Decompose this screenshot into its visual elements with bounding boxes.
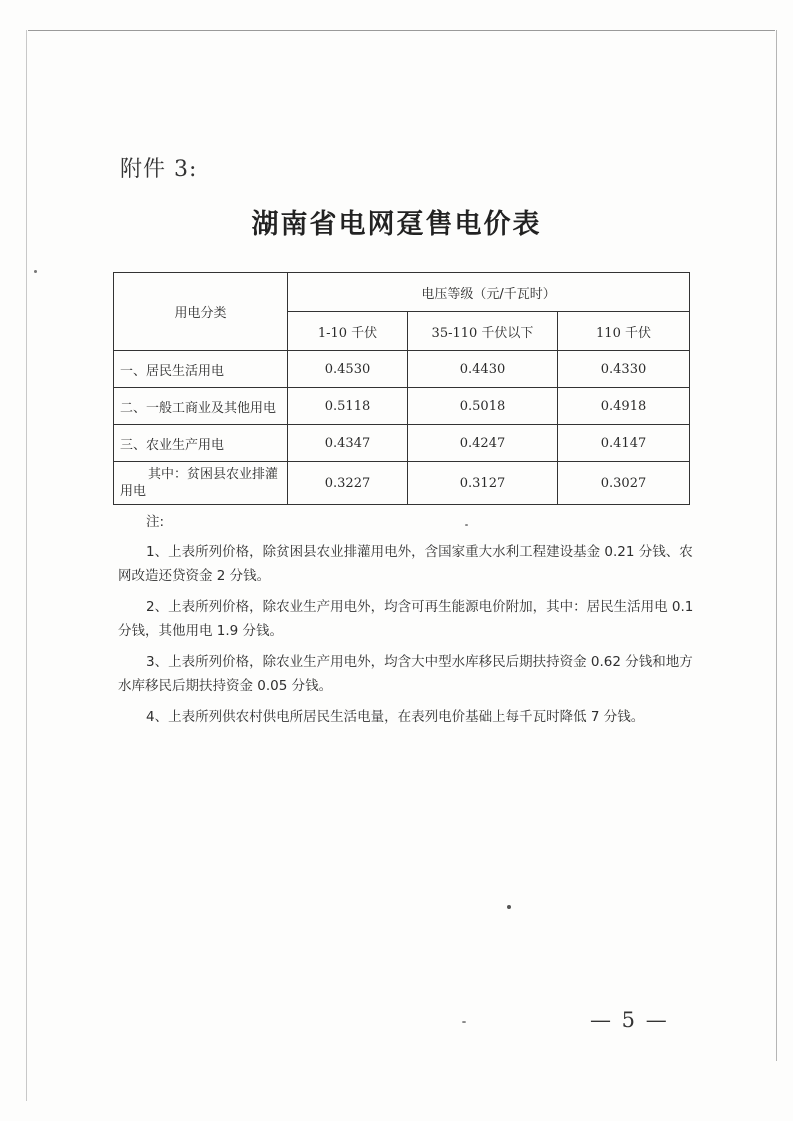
table-row bbox=[114, 462, 690, 505]
price-cell: 0.4430 bbox=[408, 351, 558, 388]
note-item: 3、上表所列价格，除农业生产用电外，均含大中型水库移民后期扶持资金 0.62 分钱和地方水库移民后期扶持资金 0.05 分钱。 bbox=[118, 654, 693, 694]
row-category: 一、居民生活用电 bbox=[114, 351, 288, 388]
note-item: 1、上表所列价格，除贫困县农业排灌用电外，含国家重大水利工程建设基金 0.21 分钱、农网改造还贷资金 2 分钱。 bbox=[118, 544, 693, 584]
price-cell: 0.4918 bbox=[558, 388, 690, 425]
row-category: 二、一般工商业及其他用电 bbox=[114, 388, 288, 425]
price-cell: 0.3127 bbox=[408, 462, 558, 505]
table-row bbox=[114, 388, 690, 425]
row-category bbox=[114, 462, 288, 505]
row-category: 三、农业生产用电 bbox=[114, 425, 288, 462]
price-cell: 0.3027 bbox=[558, 462, 690, 505]
note-item: 4、上表所列供农村供电所居民生活电量，在表列电价基础上每千瓦时降低 7 分钱。 bbox=[146, 709, 645, 725]
note-item: 2、上表所列价格，除农业生产用电外，均含可再生能源电价附加，其中：居民生活用电 0.1 分钱，其他用电 1.9 分钱。 bbox=[118, 599, 694, 639]
notes-section bbox=[118, 510, 698, 736]
scan-speck bbox=[507, 905, 511, 909]
row-category-line-2: 用电 bbox=[120, 484, 147, 499]
price-cell: 0.4147 bbox=[558, 425, 690, 462]
voltage-level-3: 110 千伏 bbox=[558, 312, 690, 351]
price-cell: 0.4347 bbox=[288, 425, 408, 462]
scan-speck bbox=[465, 524, 468, 526]
attachment-label: 附件 3: bbox=[120, 157, 198, 182]
category-header: 用电分类 bbox=[114, 273, 288, 351]
scan-speck bbox=[34, 270, 37, 273]
voltage-header: 电压等级（元/千瓦时） bbox=[288, 273, 690, 312]
price-cell: 0.4247 bbox=[408, 425, 558, 462]
row-category-line-1: 其中：贫困县农业排灌 bbox=[148, 467, 279, 482]
table-row bbox=[114, 425, 690, 462]
page-title: 湖南省电网趸售电价表 bbox=[251, 209, 542, 240]
scan-edge-left bbox=[26, 30, 27, 1101]
scan-speck bbox=[462, 1021, 466, 1023]
price-cell: 0.5018 bbox=[408, 388, 558, 425]
scan-edge-right bbox=[776, 30, 777, 1061]
voltage-level-1: 1-10 千伏 bbox=[288, 312, 408, 351]
price-cell: 0.3227 bbox=[288, 462, 408, 505]
page-number: — 5 — bbox=[590, 1008, 669, 1032]
table-header-row bbox=[114, 273, 690, 312]
price-table bbox=[113, 272, 690, 505]
voltage-level-2: 35-110 千伏以下 bbox=[408, 312, 558, 351]
notes-label: 注: bbox=[146, 514, 165, 530]
scan-edge-top bbox=[28, 30, 775, 31]
price-cell: 0.4530 bbox=[288, 351, 408, 388]
price-cell: 0.4330 bbox=[558, 351, 690, 388]
price-cell: 0.5118 bbox=[288, 388, 408, 425]
table-row bbox=[114, 351, 690, 388]
